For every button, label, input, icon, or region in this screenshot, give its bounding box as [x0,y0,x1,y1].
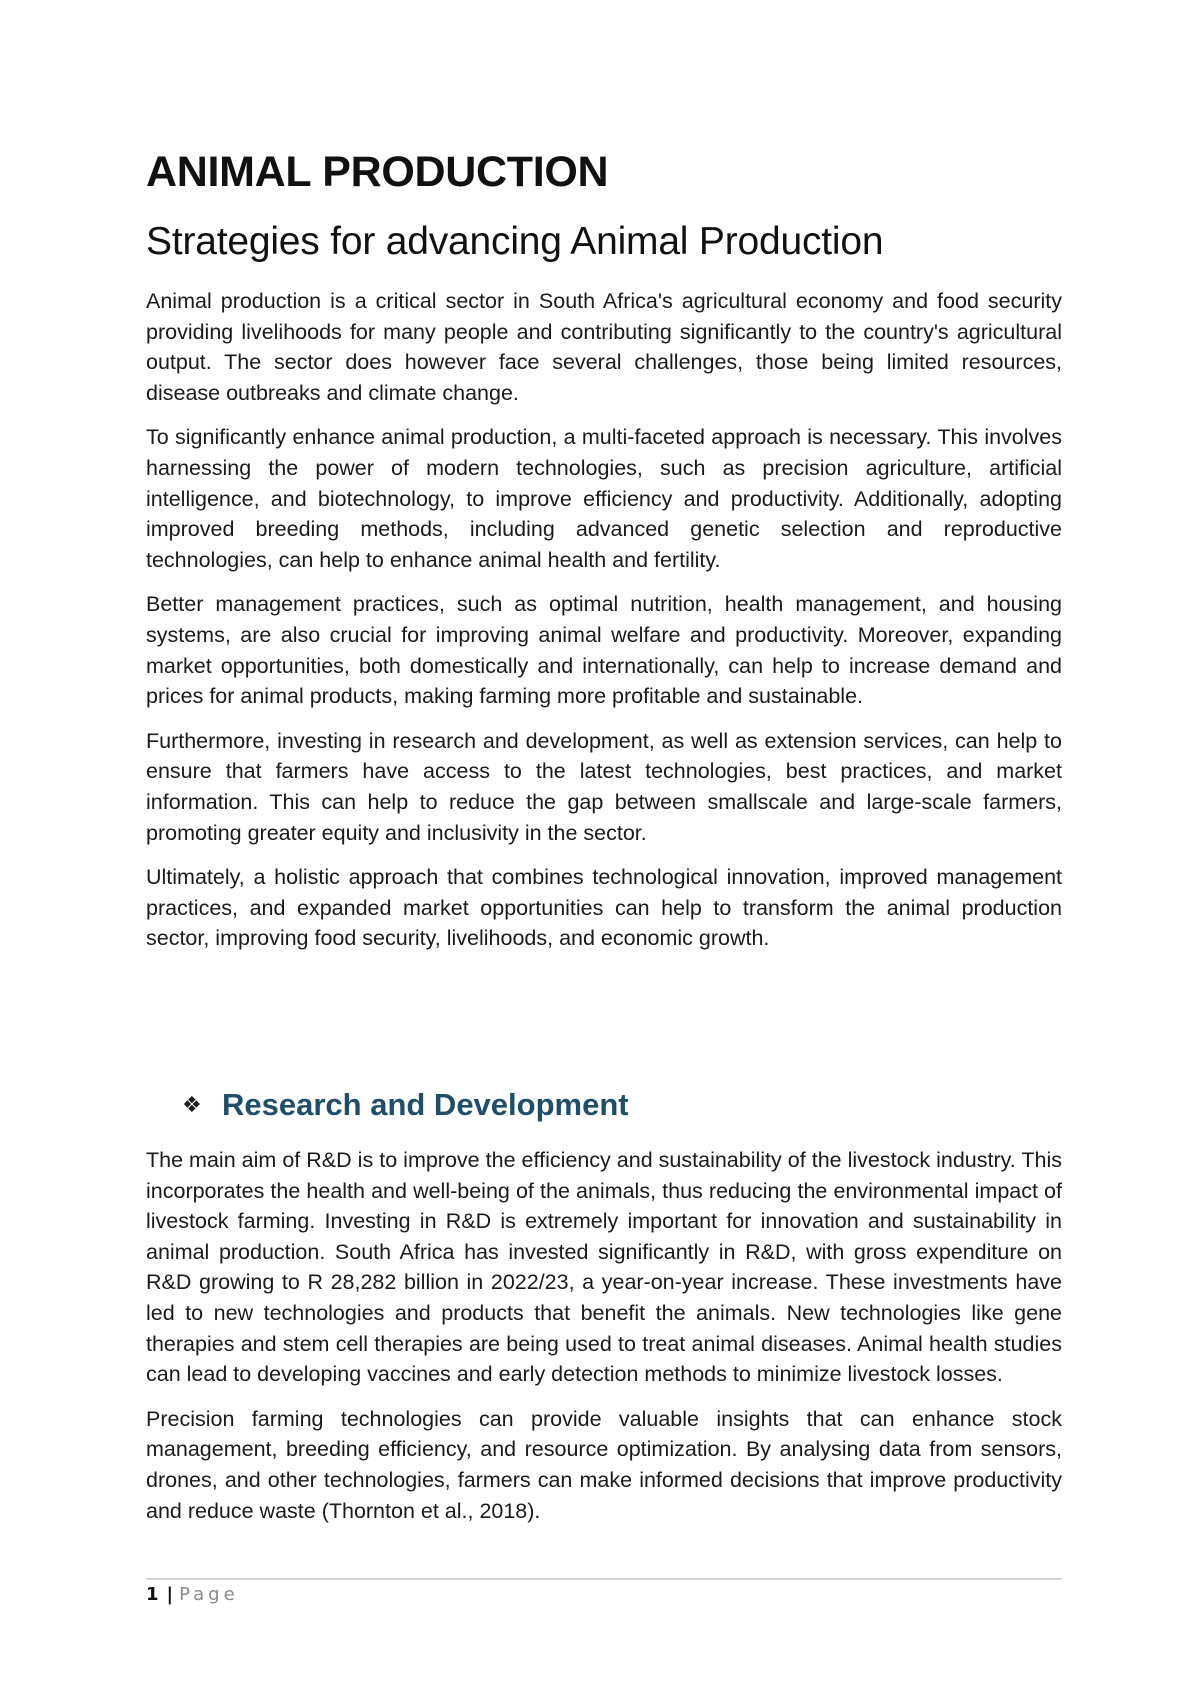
intro-section [146,286,1062,968]
rd-paragraph: Precision farming technologies can provide valuable insights that can enhance stock management, breeding efficiency, and resource optimization. By analysing data from sensors, drones, and other technologies, farmers can make informed decisions that improve productivity and reduce waste (Thornton et al., 2018). [146,1406,1062,1523]
rd-section-body [146,1145,1062,1540]
footer-divider [146,1578,1062,1580]
document-subtitle: Strategies for advancing Animal Production [146,220,884,263]
document-title: ANIMAL PRODUCTION [146,148,609,196]
page-footer [146,1584,239,1605]
document-page [146,0,1062,1698]
diamond-bullet-icon: ❖ [182,1092,202,1117]
intro-paragraph: Ultimately, a holistic approach that combines technological innovation, improved management practices, and expanded market opportunities can help to transform the animal production sector, improving food security, livelihoods, and economic growth. [146,865,1062,951]
intro-paragraph: Animal production is a critical sector in South Africa's agricultural economy and food security providing livelihoods for many people and contributing significantly to the country's agricultural output. The sector does however face several challenges, those being limited resources, disease outbreaks and climate change. [146,289,1062,405]
section-heading [182,1087,629,1123]
rd-paragraph: The main aim of R&D is to improve the efficiency and sustainability of the livestock industry. This incorporates the health and well-being of the animals, thus reducing the environmental impact of livestock farming. Investing in R&D is extremely important for innovation and sustainability in animal production. South Africa has invested significantly in R&D, with gross expenditure on R&D growing to R 28,282 billion in 2022/23, a year-on-year increase. These investments have led to new technologies and products that benefit the animals. New technologies like gene therapies and stem cell therapies are being used to treat animal diseases. Animal health studies can lead to developing vaccines and early detection methods to minimize livestock losses. [146,1148,1062,1387]
intro-paragraph: To significantly enhance animal production, a multi-faceted approach is necessary. This involves harnessing the power of modern technologies, such as precision agriculture, artificial intelligence, and biotechnology, to improve efficiency and productivity. Additionally, adopting improved breeding methods, including advanced genetic selection and reproductive technologies, can help to enhance animal health and fertility. [146,425,1062,572]
intro-paragraph: Better management practices, such as optimal nutrition, health management, and housing systems, are also crucial for improving animal welfare and productivity. Moreover, expanding market opportunities, both domestically and internationally, can help to increase demand and prices for animal products, making farming more profitable and sustainable. [146,592,1062,709]
page-label: Page [179,1584,239,1605]
footer-separator: | [166,1584,174,1605]
page-number: 1 [146,1584,159,1605]
section-heading-text: Research and Development [222,1087,629,1122]
intro-paragraph: Furthermore, investing in research and development, as well as extension services, can help to ensure that farmers have access to the latest technologies, best practices, and market information. This can help to reduce the gap between smallscale and large-scale farmers, promoting greater equity and inclusivity in the sector. [146,728,1062,845]
